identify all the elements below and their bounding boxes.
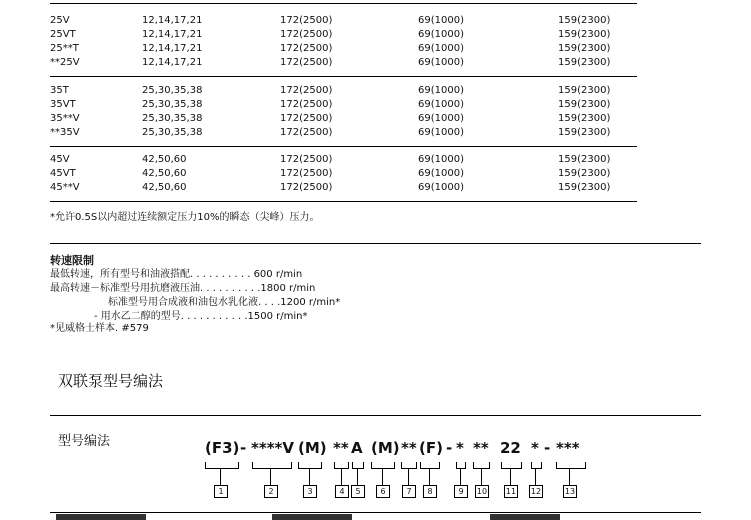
table-cell: **35V	[50, 127, 80, 138]
table-cell: 172(2500)	[280, 85, 333, 96]
table-cell: 69(1000)	[418, 85, 464, 96]
code-stem	[429, 468, 430, 485]
table-bottom-rule	[50, 201, 637, 202]
table-cell: 12,14,17,21	[142, 29, 203, 40]
table-row	[50, 42, 650, 56]
code-stem	[220, 468, 221, 485]
table-cell: 45**V	[50, 182, 80, 193]
table-row	[50, 56, 650, 70]
speed-line: 最低转速，所有型号和油液搭配. . . . . . . . . . 600 r/min	[50, 269, 303, 280]
code-number-box: 6	[376, 485, 390, 498]
cutoff-fragment	[490, 514, 560, 520]
table-row	[50, 181, 650, 195]
code-seg: (F)	[419, 439, 443, 457]
speed-line: 最高转速－标准型号用抗磨液压油. . . . . . . . . .1800 r/min	[50, 283, 316, 294]
code-seg: ****V	[251, 439, 294, 457]
table-cell: 159(2300)	[558, 99, 611, 110]
cutoff-fragment	[272, 514, 352, 520]
code-number-box: 9	[454, 485, 468, 498]
code-seg: -	[446, 439, 453, 457]
code-seg: **	[333, 439, 349, 457]
section-rule	[50, 243, 701, 244]
table-cell: 159(2300)	[558, 113, 611, 124]
table-cell: 69(1000)	[418, 15, 464, 26]
table-cell: 12,14,17,21	[142, 15, 203, 26]
code-seg: ***	[556, 439, 580, 457]
table-cell: 159(2300)	[558, 29, 611, 40]
table-cell: 25**T	[50, 43, 79, 54]
code-bracket	[205, 462, 239, 469]
table-cell: 35VT	[50, 99, 76, 110]
double-pump-heading: 双联泵型号编法	[58, 372, 164, 390]
table-cell: 25,30,35,38	[142, 99, 203, 110]
code-bracket	[371, 462, 395, 469]
code-stem	[481, 468, 482, 485]
code-bracket	[531, 462, 542, 469]
code-number-box: 10	[476, 487, 488, 496]
table-row	[50, 14, 650, 28]
code-number-box: 3	[303, 485, 317, 498]
code-number-box: 5	[351, 485, 365, 498]
code-stem	[408, 468, 409, 485]
table-cell: 159(2300)	[558, 127, 611, 138]
table-cell: 69(1000)	[418, 99, 464, 110]
table-row	[50, 153, 650, 167]
code-seg: *	[531, 439, 539, 457]
table-cell: 42,50,60	[142, 154, 187, 165]
code-bracket	[556, 462, 586, 469]
code-seg: -	[240, 439, 247, 457]
code-number-box: 4	[335, 485, 349, 498]
table-cell: 159(2300)	[558, 85, 611, 96]
code-seg: (M)	[371, 439, 400, 457]
code-bracket	[401, 462, 417, 469]
section-rule	[50, 415, 701, 416]
table-cell: 69(1000)	[418, 182, 464, 193]
table-cell: 172(2500)	[280, 99, 333, 110]
code-bracket	[298, 462, 322, 469]
table-row	[50, 28, 650, 42]
table-cell: 69(1000)	[418, 43, 464, 54]
code-stem	[382, 468, 383, 485]
table-cell: 42,50,60	[142, 182, 187, 193]
code-stem	[341, 468, 342, 485]
table-row	[50, 167, 650, 181]
table-cell: 159(2300)	[558, 15, 611, 26]
table-cell: 35**V	[50, 113, 80, 124]
code-number-box: 11	[505, 487, 517, 496]
code-seg: **	[401, 439, 417, 457]
speed-limit-title: 转速限制	[50, 254, 94, 267]
table-group-rule	[50, 146, 637, 147]
table-cell: 69(1000)	[418, 29, 464, 40]
table-row	[50, 98, 650, 112]
table-cell: 172(2500)	[280, 127, 333, 138]
table-cell: 159(2300)	[558, 43, 611, 54]
code-stem	[309, 468, 310, 485]
table-cell: 172(2500)	[280, 154, 333, 165]
table-group-rule	[50, 76, 637, 77]
table-cell: 69(1000)	[418, 168, 464, 179]
code-bracket	[252, 462, 292, 469]
code-number-box: 7	[402, 485, 416, 498]
table-cell: 172(2500)	[280, 182, 333, 193]
table-cell: 69(1000)	[418, 113, 464, 124]
table-cell: 25,30,35,38	[142, 127, 203, 138]
table-cell: 12,14,17,21	[142, 57, 203, 68]
code-stem	[535, 468, 536, 485]
table-cell: 45V	[50, 154, 70, 165]
table-cell: 172(2500)	[280, 113, 333, 124]
table-cell: 69(1000)	[418, 127, 464, 138]
model-code-label: 型号编法	[58, 434, 111, 449]
code-bracket	[352, 462, 364, 469]
table-top-rule	[50, 3, 637, 4]
table-cell: 172(2500)	[280, 15, 333, 26]
code-seg: (M)	[298, 439, 327, 457]
table-cell: 159(2300)	[558, 168, 611, 179]
table-cell: 159(2300)	[558, 182, 611, 193]
table-cell: 159(2300)	[558, 154, 611, 165]
table-cell: 45VT	[50, 168, 76, 179]
code-stem	[460, 468, 461, 485]
code-stem	[569, 468, 570, 485]
code-seg: A	[351, 439, 363, 457]
table-cell: 159(2300)	[558, 57, 611, 68]
table-cell: 172(2500)	[280, 43, 333, 54]
table-cell: 69(1000)	[418, 154, 464, 165]
code-seg: 22	[500, 439, 521, 457]
code-stem	[357, 468, 358, 485]
code-bracket	[456, 462, 466, 469]
table-cell: 25VT	[50, 29, 76, 40]
table-row	[50, 112, 650, 126]
table-cell: 12,14,17,21	[142, 43, 203, 54]
table-cell: 42,50,60	[142, 168, 187, 179]
code-stem	[510, 468, 511, 485]
cutoff-fragment	[56, 514, 146, 520]
code-seg: **	[473, 439, 489, 457]
table-cell: 69(1000)	[418, 57, 464, 68]
table-cell: 25V	[50, 15, 70, 26]
code-seg: (F3)	[205, 439, 240, 457]
code-bracket	[420, 462, 440, 469]
pressure-footnote: *允许0.5S以内超过连续额定压力10%的瞬态（尖峰）压力。	[50, 212, 320, 223]
table-row	[50, 84, 650, 98]
code-stem	[270, 468, 271, 485]
code-number-box: 1	[214, 485, 228, 498]
table-cell: 172(2500)	[280, 29, 333, 40]
code-number-box: 13	[564, 487, 576, 496]
code-bracket	[501, 462, 522, 469]
code-seg: -	[544, 439, 551, 457]
speed-line: - 用水乙二醇的型号. . . . . . . . . . .1500 r/min*	[94, 311, 308, 322]
table-cell: 25,30,35,38	[142, 85, 203, 96]
table-cell: 25,30,35,38	[142, 113, 203, 124]
table-cell: 35T	[50, 85, 69, 96]
code-number-box: 2	[264, 485, 278, 498]
table-cell: 172(2500)	[280, 57, 333, 68]
code-seg: *	[456, 439, 464, 457]
speed-line: 标准型号用合成液和油包水乳化液. . . .1200 r/min*	[108, 297, 341, 308]
code-number-box: 8	[423, 485, 437, 498]
speed-footnote: *见威格士样本. #579	[50, 323, 149, 334]
code-number-box: 12	[530, 487, 542, 496]
table-row	[50, 126, 650, 140]
table-cell: **25V	[50, 57, 80, 68]
table-cell: 172(2500)	[280, 168, 333, 179]
bottom-rule	[50, 512, 701, 513]
